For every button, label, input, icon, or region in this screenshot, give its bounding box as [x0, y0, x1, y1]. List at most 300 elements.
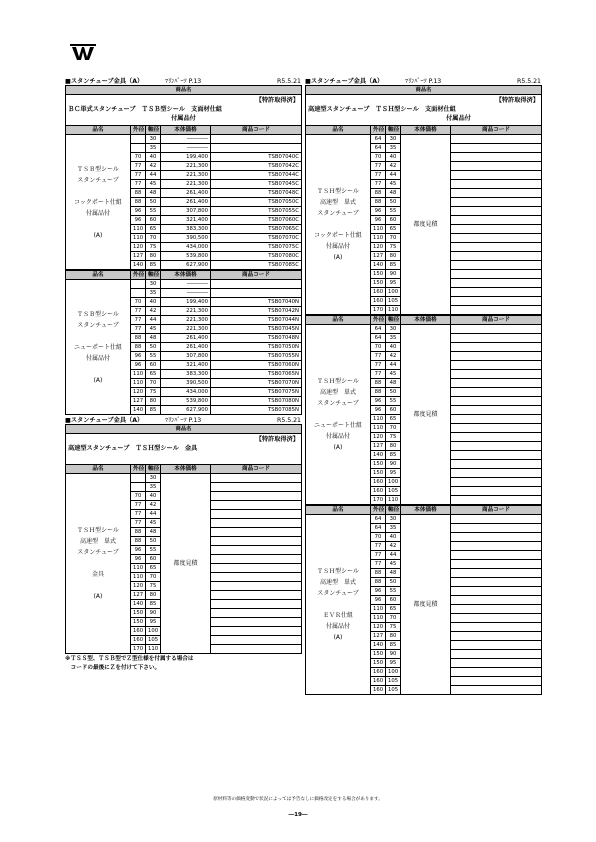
shaft-diameter-cell: 70: [146, 234, 161, 243]
outer-diameter-cell: 160: [131, 627, 146, 636]
product-code-cell: [451, 325, 542, 334]
patent-label: 【特許取得済】: [495, 97, 539, 104]
product-code-cell: [451, 686, 542, 695]
table-row: [306, 135, 542, 144]
shaft-diameter-cell: 50: [386, 198, 401, 207]
price-cell: 221,300: [161, 180, 211, 189]
outer-diameter-cell: 96: [131, 361, 146, 370]
outer-diameter-cell: 96: [371, 406, 386, 415]
table-row: [66, 135, 302, 144]
shaft-diameter-cell: 80: [386, 442, 401, 451]
outer-diameter-cell: 77: [371, 551, 386, 560]
outer-diameter-cell: 77: [131, 325, 146, 334]
shaft-diameter-cell: 75: [146, 243, 161, 252]
col-hinmei: 品名: [66, 465, 131, 474]
product-code-cell: [451, 180, 542, 189]
outer-diameter-cell: 64: [371, 515, 386, 524]
product-code-cell: TSB07085C: [211, 261, 302, 270]
outer-diameter-cell: 160: [371, 677, 386, 686]
outer-diameter-cell: 110: [371, 424, 386, 433]
outer-diameter-cell: 70: [131, 153, 146, 162]
product-code-cell: [451, 487, 542, 496]
product-table-tsb-cock: [65, 85, 302, 270]
price-cell: 383,300: [161, 225, 211, 234]
product-code-cell: [211, 573, 302, 582]
product-code-cell: [451, 379, 542, 388]
catalog-ref: ﾏﾘﾝﾊﾟｰﾂ P.13: [405, 78, 442, 85]
shaft-diameter-cell: 55: [386, 207, 401, 216]
product-label-line: [308, 599, 368, 610]
product-name: 高速型スタンチューブ ＴＳＨ型シール 支面材仕組: [308, 106, 456, 113]
twv-logo-icon: [70, 44, 96, 60]
product-label-line: (A): [93, 593, 103, 600]
shaft-diameter-cell: 90: [386, 650, 401, 659]
product-code-cell: TSB07065N: [211, 370, 302, 379]
product-label-line: 付属品付: [85, 354, 110, 362]
product-code-cell: TSB07050C: [211, 198, 302, 207]
outer-diameter-cell: 160: [131, 636, 146, 645]
product-code-cell: [211, 474, 302, 483]
product-code-cell: [451, 225, 542, 234]
outer-diameter-cell: 77: [371, 361, 386, 370]
shaft-diameter-cell: 45: [386, 370, 401, 379]
product-label-line: [68, 186, 128, 197]
product-code-cell: [211, 555, 302, 564]
product-label-line: ＥＶＲ仕組: [322, 612, 353, 619]
product-label-line: (A): [93, 376, 103, 384]
shaft-diameter-cell: 30: [146, 280, 161, 289]
shaft-diameter-cell: 75: [386, 243, 401, 252]
product-code-cell: TSB07040N: [211, 298, 302, 307]
product-code-cell: [451, 677, 542, 686]
shaft-diameter-cell: 30: [386, 515, 401, 524]
product-code-cell: [451, 623, 542, 632]
product-label-line: ＴＳＨ型シール: [77, 527, 119, 534]
outer-diameter-cell: 96: [131, 207, 146, 216]
col-price: 本体価格: [401, 126, 451, 135]
outer-diameter-cell: 150: [371, 270, 386, 279]
product-code-cell: TSB07060C: [211, 216, 302, 225]
price-cell: ――――: [161, 135, 211, 144]
product-label-line: ニューポート仕組: [73, 343, 122, 351]
outer-diameter-cell: 110: [131, 234, 146, 243]
product-code-cell: [451, 234, 542, 243]
catalog-ref: ﾏﾘﾝﾊﾟｰﾂ P.13: [165, 417, 202, 424]
col-code: 商品コード: [451, 126, 542, 135]
outer-diameter-cell: 170: [371, 306, 386, 315]
outer-diameter-cell: 120: [131, 582, 146, 591]
shaft-diameter-cell: 105: [386, 297, 401, 306]
shaft-diameter-cell: 35: [146, 289, 161, 298]
section-title: ■スタンチューブ金具（A）: [65, 417, 144, 424]
product-code-cell: [211, 582, 302, 591]
shaft-diameter-cell: 42: [386, 162, 401, 171]
shaft-diameter-cell: 80: [386, 632, 401, 641]
outer-diameter-cell: 110: [131, 564, 146, 573]
shaft-diameter-cell: 40: [146, 298, 161, 307]
outer-diameter-cell: 70: [371, 343, 386, 352]
product-label-line: スタンチューブ: [317, 590, 359, 597]
outer-diameter-cell: 127: [131, 252, 146, 261]
outer-diameter-cell: 77: [371, 560, 386, 569]
outer-diameter-cell: 77: [371, 171, 386, 180]
shaft-diameter-cell: 75: [386, 433, 401, 442]
col-code: 商品コード: [211, 271, 302, 280]
table-body: [66, 280, 302, 415]
outer-diameter-cell: 88: [131, 343, 146, 352]
outer-diameter-cell: 77: [131, 519, 146, 528]
col-code: 商品コード: [211, 126, 302, 135]
product-label-line: [68, 558, 128, 569]
product-code-cell: [211, 600, 302, 609]
shaft-diameter-cell: 70: [386, 234, 401, 243]
product-code-cell: TSB07085N: [211, 406, 302, 415]
product-code-cell: [451, 433, 542, 442]
outer-diameter-cell: 96: [131, 555, 146, 564]
product-code-cell: [211, 636, 302, 645]
product-name: ＢＣ単式スタンチューブ ＴＳＢ型シール 支面材仕組: [68, 106, 223, 113]
product-code-cell: [451, 216, 542, 225]
table-body: [306, 515, 542, 695]
shaft-diameter-cell: 42: [386, 542, 401, 551]
outer-diameter-cell: 88: [371, 578, 386, 587]
product-code-cell: TSB07060N: [211, 361, 302, 370]
outer-diameter-cell: 96: [371, 587, 386, 596]
col-hinmei: 品名: [306, 126, 371, 135]
product-code-cell: [451, 469, 542, 478]
product-code-cell: TSB07080N: [211, 397, 302, 406]
price-cell: 539,800: [161, 252, 211, 261]
product-code-cell: [451, 424, 542, 433]
product-table-tsh-cock: [305, 85, 542, 315]
outer-diameter-cell: 150: [131, 618, 146, 627]
outer-diameter-cell: 88: [131, 334, 146, 343]
product-label-line: コックポート仕組: [314, 232, 362, 239]
price-cell: 539,800: [161, 397, 211, 406]
col-code: 商品コード: [451, 316, 542, 325]
quote-on-request: 都度見積: [401, 325, 451, 505]
price-cell: 221,300: [161, 325, 211, 334]
note-line: ※ＴＳＳ型、ＴＳＢ型でＺ型仕様を付属する場合は: [65, 656, 194, 662]
outer-diameter-cell: 77: [371, 352, 386, 361]
outer-diameter-cell: 77: [371, 162, 386, 171]
right-column: [305, 76, 541, 695]
outer-diameter-cell: [131, 144, 146, 153]
product-label-line: (A): [333, 634, 343, 641]
product-label-line: [308, 409, 368, 420]
product-code-cell: [211, 501, 302, 510]
product-code-cell: [211, 618, 302, 627]
product-code-cell: TSB07050N: [211, 343, 302, 352]
left-column: [65, 76, 301, 673]
product-code-cell: [211, 483, 302, 492]
shaft-diameter-cell: 80: [386, 252, 401, 261]
product-code-cell: [451, 460, 542, 469]
product-code-cell: [451, 650, 542, 659]
col-gaikei: 外径: [131, 126, 146, 135]
product-code-cell: [451, 397, 542, 406]
product-code-cell: [451, 144, 542, 153]
shaft-diameter-cell: 48: [146, 189, 161, 198]
quote-on-request: 都度見積: [401, 515, 451, 695]
product-code-cell: TSB07044N: [211, 316, 302, 325]
outer-diameter-cell: [131, 280, 146, 289]
col-price: 本体価格: [161, 465, 211, 474]
product-code-cell: [451, 533, 542, 542]
outer-diameter-cell: 64: [371, 334, 386, 343]
shaft-diameter-cell: 50: [146, 537, 161, 546]
shaft-diameter-cell: 44: [146, 316, 161, 325]
product-label-line: (A): [333, 254, 343, 261]
product-code-cell: [451, 297, 542, 306]
shaft-diameter-cell: 30: [146, 474, 161, 483]
price-cell: 221,300: [161, 162, 211, 171]
shaft-diameter-cell: 44: [386, 171, 401, 180]
outer-diameter-cell: 110: [371, 234, 386, 243]
product-code-cell: TSB07048C: [211, 189, 302, 198]
table-body: [306, 325, 542, 505]
shaft-diameter-cell: 48: [386, 569, 401, 578]
outer-diameter-cell: 70: [131, 492, 146, 501]
col-gaikei: 外径: [371, 126, 386, 135]
outer-diameter-cell: 140: [371, 641, 386, 650]
product-label-line: [68, 219, 128, 230]
outer-diameter-cell: 150: [371, 469, 386, 478]
shaft-diameter-cell: 48: [146, 334, 161, 343]
shaft-diameter-cell: 55: [146, 352, 161, 361]
shaft-diameter-cell: 45: [386, 560, 401, 569]
col-price: 本体価格: [401, 506, 451, 515]
product-code-cell: [451, 451, 542, 460]
shaft-diameter-cell: 85: [146, 406, 161, 415]
shaft-diameter-cell: 85: [146, 600, 161, 609]
catalog-ref: ﾏﾘﾝﾊﾟｰﾂ P.13: [165, 78, 202, 85]
product-code-cell: [451, 171, 542, 180]
outer-diameter-cell: 96: [371, 596, 386, 605]
outer-diameter-cell: 88: [371, 198, 386, 207]
product-label-line: 付属品付: [325, 433, 350, 440]
shaft-diameter-cell: 40: [146, 492, 161, 501]
outer-diameter-cell: 70: [371, 153, 386, 162]
shaft-diameter-cell: 45: [146, 325, 161, 334]
outer-diameter-cell: 160: [371, 288, 386, 297]
product-code-cell: [211, 627, 302, 636]
product-code-cell: [451, 478, 542, 487]
product-label-line: ニューポート仕組: [313, 422, 362, 429]
shaft-diameter-cell: 100: [386, 668, 401, 677]
table-row: [306, 325, 542, 334]
outer-diameter-cell: 96: [371, 207, 386, 216]
outer-diameter-cell: 127: [371, 632, 386, 641]
product-code-cell: [451, 243, 542, 252]
product-label: [306, 325, 371, 505]
price-cell: 261,400: [161, 198, 211, 207]
product-code-cell: [451, 614, 542, 623]
outer-diameter-cell: 140: [371, 261, 386, 270]
outer-diameter-cell: 88: [371, 189, 386, 198]
product-code-cell: [211, 135, 302, 144]
product-label-line: ＴＳＨ型シール: [317, 188, 359, 195]
product-label-line: ＴＳＨ型シール: [317, 568, 359, 575]
revision-date: R5.5.21: [517, 78, 541, 85]
outer-diameter-cell: 127: [131, 591, 146, 600]
outer-diameter-cell: 77: [131, 510, 146, 519]
outer-diameter-cell: 120: [131, 243, 146, 252]
shaft-diameter-cell: 100: [146, 627, 161, 636]
product-code-cell: [211, 645, 302, 654]
shaft-diameter-cell: 50: [386, 578, 401, 587]
outer-diameter-cell: 96: [131, 352, 146, 361]
product-code-cell: [451, 659, 542, 668]
product-code-cell: [451, 551, 542, 560]
product-code-cell: [451, 388, 542, 397]
outer-diameter-cell: 140: [371, 451, 386, 460]
section-header: [65, 415, 301, 424]
footer-note: 原材料等の価格変動で状況によっては予告なしに価格改定をする場合があります。: [213, 797, 383, 802]
price-cell: 261,400: [161, 189, 211, 198]
product-label-line: スタンチューブ: [77, 549, 119, 556]
shohinmei-header: 商品名: [66, 425, 302, 434]
shaft-diameter-cell: 30: [386, 325, 401, 334]
shaft-diameter-cell: 30: [386, 135, 401, 144]
product-code-cell: [451, 343, 542, 352]
outer-diameter-cell: 70: [131, 298, 146, 307]
price-cell: 434,000: [161, 243, 211, 252]
price-cell: 307,800: [161, 207, 211, 216]
price-cell: 383,300: [161, 370, 211, 379]
patent-label: 【特許取得済】: [255, 97, 299, 104]
outer-diameter-cell: 96: [371, 216, 386, 225]
product-code-cell: [211, 537, 302, 546]
shaft-diameter-cell: 80: [146, 397, 161, 406]
product-label-line: (A): [333, 444, 343, 451]
product-label-line: 付属品付: [325, 243, 350, 250]
note: [65, 655, 301, 673]
outer-diameter-cell: 110: [131, 573, 146, 582]
shaft-diameter-cell: 65: [386, 225, 401, 234]
product-code-cell: [211, 510, 302, 519]
outer-diameter-cell: 160: [371, 487, 386, 496]
product-label-line: 高速型 単式: [319, 579, 356, 586]
shaft-diameter-cell: 44: [146, 171, 161, 180]
col-jikukei: 軸径: [146, 126, 161, 135]
product-code-cell: TSB07070C: [211, 234, 302, 243]
price-cell: 261,400: [161, 343, 211, 352]
product-label-line: 付属品付: [85, 209, 110, 217]
outer-diameter-cell: 88: [131, 528, 146, 537]
shaft-diameter-cell: 65: [146, 225, 161, 234]
product-label-line: 高速型 単式: [79, 538, 116, 545]
quote-on-request: 都度見積: [161, 474, 211, 654]
outer-diameter-cell: [131, 289, 146, 298]
shaft-diameter-cell: 60: [386, 216, 401, 225]
col-price: 本体価格: [161, 126, 211, 135]
price-cell: 627,900: [161, 261, 211, 270]
shaft-diameter-cell: 35: [386, 524, 401, 533]
col-price: 本体価格: [401, 316, 451, 325]
outer-diameter-cell: [131, 474, 146, 483]
shaft-diameter-cell: 60: [146, 216, 161, 225]
col-hinmei: 品名: [306, 316, 371, 325]
shohinmei-header: 商品名: [306, 86, 542, 95]
product-info: [66, 95, 302, 126]
outer-diameter-cell: 150: [371, 650, 386, 659]
shaft-diameter-cell: 75: [386, 623, 401, 632]
shaft-diameter-cell: 110: [386, 496, 401, 505]
outer-diameter-cell: 127: [131, 397, 146, 406]
outer-diameter-cell: 64: [371, 135, 386, 144]
outer-diameter-cell: 110: [131, 379, 146, 388]
outer-diameter-cell: 88: [131, 198, 146, 207]
outer-diameter-cell: 110: [131, 370, 146, 379]
product-code-cell: TSB07070N: [211, 379, 302, 388]
product-code-cell: [451, 198, 542, 207]
product-label-line: スタンチューブ: [77, 321, 119, 329]
col-jikukei: 軸径: [386, 316, 401, 325]
col-jikukei: 軸径: [146, 271, 161, 280]
product-label: [66, 474, 131, 654]
shaft-diameter-cell: 110: [146, 645, 161, 654]
revision-date: R5.5.21: [277, 417, 301, 424]
product-code-cell: TSB07080C: [211, 252, 302, 261]
outer-diameter-cell: 150: [371, 659, 386, 668]
shaft-diameter-cell: 35: [146, 144, 161, 153]
product-code-cell: TSB07042N: [211, 307, 302, 316]
product-code-cell: [211, 546, 302, 555]
product-code-cell: TSB07055C: [211, 207, 302, 216]
product-code-cell: [451, 207, 542, 216]
col-gaikei: 外径: [371, 316, 386, 325]
outer-diameter-cell: 88: [371, 388, 386, 397]
outer-diameter-cell: 77: [371, 180, 386, 189]
outer-diameter-cell: 160: [371, 478, 386, 487]
product-label: [66, 135, 131, 270]
product-info: [66, 434, 302, 465]
product-code-cell: [211, 144, 302, 153]
product-label-line: 金具: [91, 571, 104, 578]
outer-diameter-cell: 110: [371, 614, 386, 623]
outer-diameter-cell: 140: [131, 406, 146, 415]
price-cell: ――――: [161, 289, 211, 298]
quote-on-request: 都度見積: [401, 135, 451, 315]
note-line: コードの最後にＺを付けて下さい。: [65, 665, 161, 671]
table-row: [306, 515, 542, 524]
outer-diameter-cell: [131, 135, 146, 144]
shaft-diameter-cell: 100: [386, 288, 401, 297]
outer-diameter-cell: 88: [131, 189, 146, 198]
price-cell: 390,500: [161, 234, 211, 243]
outer-diameter-cell: 77: [131, 316, 146, 325]
shaft-diameter-cell: 40: [386, 153, 401, 162]
product-code-cell: [211, 289, 302, 298]
outer-diameter-cell: 88: [371, 379, 386, 388]
col-hinmei: 品名: [306, 506, 371, 515]
outer-diameter-cell: 64: [371, 524, 386, 533]
price-cell: 321,400: [161, 361, 211, 370]
product-label-line: スタンチューブ: [77, 176, 119, 184]
product-label: [66, 280, 131, 415]
table-body: [66, 135, 302, 270]
shaft-diameter-cell: 30: [146, 135, 161, 144]
price-cell: ――――: [161, 144, 211, 153]
product-code-cell: [211, 492, 302, 501]
shohinmei-header: 商品名: [66, 86, 302, 95]
price-cell: 390,500: [161, 379, 211, 388]
col-hinmei: 品名: [66, 126, 131, 135]
outer-diameter-cell: 127: [371, 252, 386, 261]
shaft-diameter-cell: 42: [146, 307, 161, 316]
shaft-diameter-cell: 44: [386, 361, 401, 370]
